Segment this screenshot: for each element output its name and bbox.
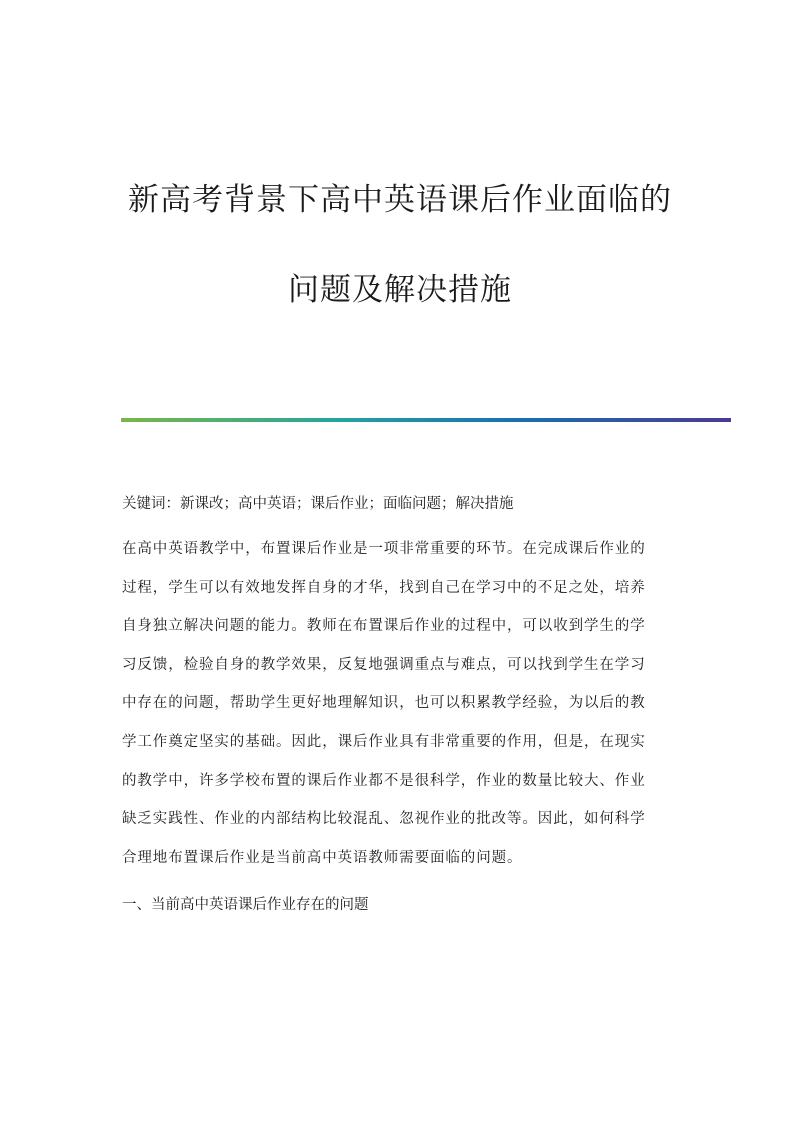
gradient-divider — [121, 418, 731, 422]
paragraph-line: 习反馈，检验自身的教学效果，反复地强调重点与难点，可以找到学生在学习 — [122, 656, 646, 673]
document-title — [60, 178, 740, 312]
paragraph-line: 自身独立解决问题的能力。教师在布置课后作业的过程中，可以收到学生的学 — [122, 618, 646, 635]
document-body — [122, 492, 678, 917]
paragraph-line: 学工作奠定坚实的基础。因此，课后作业具有非常重要的作用，但是，在现实 — [122, 733, 646, 750]
section-heading: 一、当前高中英语课后作业存在的问题 — [122, 897, 369, 914]
paragraph-line: 的教学中，许多学校布置的课后作业都不是很科学，作业的数量比较大、作业 — [122, 772, 646, 789]
paragraph-line: 中存在的问题，帮助学生更好地理解知识，也可以积累教学经验，为以后的教 — [122, 695, 646, 712]
paragraph-line: 在高中英语教学中，布置课后作业是一项非常重要的环节。在完成课后作业的 — [122, 541, 646, 557]
title-line-1: 新高考背景下高中英语课后作业面临的 — [128, 182, 672, 218]
keywords-line: 关键词：新课改；高中英语；课后作业；面临问题；解决措施 — [122, 496, 514, 512]
paragraph-line: 合理地布置课后作业是当前高中英语教师需要面临的问题。 — [122, 849, 523, 866]
title-line-2: 问题及解决措施 — [288, 272, 512, 308]
paragraph-line: 缺乏实践性、作业的内部结构比较混乱、忽视作业的批改等。因此，如何科学 — [122, 811, 646, 828]
intro-paragraph — [122, 530, 678, 877]
paragraph-line: 过程，学生可以有效地发挥自身的才华，找到自己在学习中的不足之处，培养 — [122, 579, 646, 596]
